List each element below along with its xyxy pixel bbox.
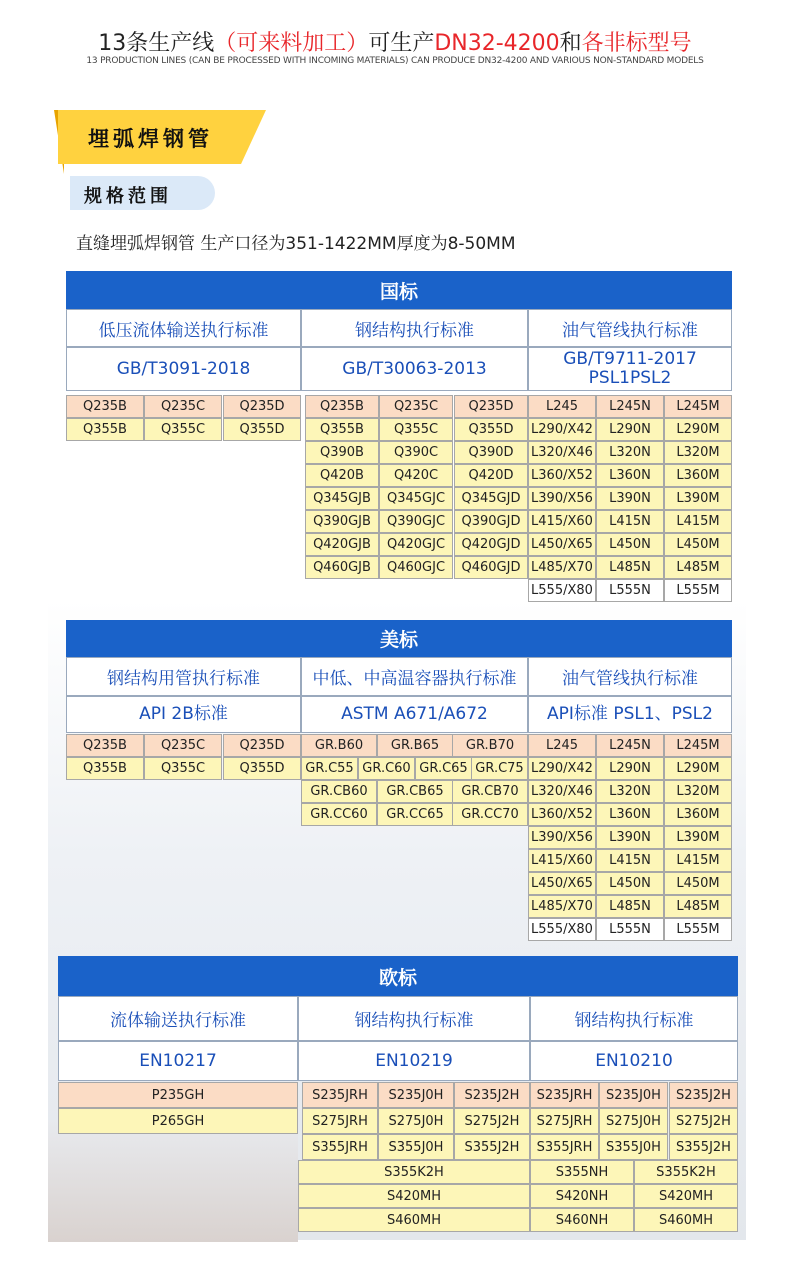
grade-cell: Q460GJB: [305, 556, 379, 579]
table-title-gb: 国标: [66, 271, 732, 309]
grade-cell: Q355D: [223, 757, 301, 780]
grade-cell: GR.CB60: [301, 780, 377, 803]
grade-cell: L450N: [596, 872, 664, 895]
grade-cell: Q420C: [379, 464, 453, 487]
grade-cell: L450N: [596, 533, 664, 556]
grade-cell: S275JRH: [302, 1108, 378, 1134]
grade-cell: GR.CB70: [452, 780, 528, 803]
grade-cell: L360N: [596, 803, 664, 826]
standard-name: GB/T30063-2013: [301, 347, 528, 391]
standard-name: EN10219: [298, 1041, 530, 1081]
grade-cell: L360/X52: [528, 464, 596, 487]
standard-name: EN10217: [58, 1041, 298, 1081]
grade-cell: Q420GJB: [305, 533, 379, 556]
column-header: 中低、中高温容器执行标准: [301, 657, 528, 696]
column-header: 低压流体输送执行标准: [66, 309, 301, 347]
grade-cell: Q235C: [144, 395, 222, 418]
grade-cell: L360/X52: [528, 803, 596, 826]
grade-cell: S355JRH: [530, 1134, 599, 1160]
column-header: 流体输送执行标准: [58, 996, 298, 1041]
grade-cell: L485/X70: [528, 556, 596, 579]
grade-cell: L450/X65: [528, 872, 596, 895]
grade-cell: GR.CC70: [452, 803, 528, 826]
grade-cell: S460NH: [530, 1208, 634, 1232]
grade-cell: Q235C: [144, 734, 222, 757]
standard-line: GB/T9711-2017: [563, 349, 697, 369]
grade-cell: P235GH: [58, 1082, 298, 1108]
grade-cell: Q390GJD: [454, 510, 528, 533]
grade-cell: L245: [528, 734, 596, 757]
grade-cell: L390/X56: [528, 487, 596, 510]
grade-cell: L415/X60: [528, 849, 596, 872]
grade-cell: Q345GJB: [305, 487, 379, 510]
grade-cell: S235J2H: [669, 1082, 738, 1108]
standard-line: PSL1PSL2: [588, 368, 672, 388]
grade-cell: S355J2H: [669, 1134, 738, 1160]
grade-cell: L360M: [664, 464, 732, 487]
grade-cell: L390N: [596, 487, 664, 510]
grade-cell: S235JRH: [530, 1082, 599, 1108]
grade-cell: L290/X42: [528, 418, 596, 441]
grade-cell: L555/X80: [528, 579, 596, 602]
grade-cell: L290M: [664, 757, 732, 780]
column-header: 钢结构用管执行标准: [66, 657, 301, 696]
grade-cell: L245: [528, 395, 596, 418]
grade-cell: Q390GJC: [379, 510, 453, 533]
grade-cell: GR.B70: [452, 734, 528, 757]
grade-cell: L450M: [664, 872, 732, 895]
grade-cell: Q355B: [66, 418, 144, 441]
grade-cell: Q235D: [454, 395, 528, 418]
grade-cell: L415N: [596, 510, 664, 533]
title-part-highlight: DN32-4200: [434, 31, 560, 56]
grade-cell: L485N: [596, 895, 664, 918]
grade-cell: S355K2H: [634, 1160, 738, 1184]
standard-name: GB/T3091-2018: [66, 347, 301, 391]
grade-cell: L555M: [664, 579, 732, 602]
grade-cell: GR.C55: [301, 757, 358, 780]
grade-cell: GR.CC60: [301, 803, 377, 826]
standard-name: API标准 PSL1、PSL2: [528, 696, 732, 733]
grade-cell: S275J2H: [669, 1108, 738, 1134]
grade-cell: Q355B: [66, 757, 144, 780]
title-part: 可生产: [368, 31, 435, 56]
grade-cell: S235J0H: [599, 1082, 668, 1108]
grade-cell: GR.CC65: [377, 803, 453, 826]
grade-cell: S275J2H: [454, 1108, 530, 1134]
grade-cell: Q235B: [66, 395, 144, 418]
grade-cell: L485M: [664, 556, 732, 579]
grade-cell: L245M: [664, 395, 732, 418]
grade-cell: L390M: [664, 826, 732, 849]
column-header: 钢结构执行标准: [301, 309, 528, 347]
grade-cell: S355NH: [530, 1160, 634, 1184]
grade-cell: GR.B65: [377, 734, 453, 757]
grade-cell: S355JRH: [302, 1134, 378, 1160]
standard-name: [528, 347, 732, 391]
table-title-us: 美标: [66, 620, 732, 657]
grade-cell: S460MH: [634, 1208, 738, 1232]
spec-range-label: [70, 176, 215, 210]
grade-cell: Q345GJD: [454, 487, 528, 510]
title-part-highlight: 各非标型号: [581, 31, 692, 56]
grade-cell: L485N: [596, 556, 664, 579]
grade-cell: Q355C: [379, 418, 453, 441]
grade-cell: L555N: [596, 579, 664, 602]
grade-cell: Q420B: [305, 464, 379, 487]
grade-cell: S235J2H: [454, 1082, 530, 1108]
grade-cell: L415/X60: [528, 510, 596, 533]
column-header: 钢结构执行标准: [530, 996, 738, 1041]
grade-cell: Q390B: [305, 441, 379, 464]
grade-cell: Q355B: [305, 418, 379, 441]
grade-cell: L245M: [664, 734, 732, 757]
grade-cell: Q390GJB: [305, 510, 379, 533]
page-title: [0, 26, 790, 57]
grade-cell: S235J0H: [378, 1082, 454, 1108]
grade-cell: L320M: [664, 780, 732, 803]
grade-cell: S355J0H: [378, 1134, 454, 1160]
grade-cell: Q355C: [144, 418, 222, 441]
grade-cell: Q235D: [223, 395, 301, 418]
grade-cell: GR.C65: [415, 757, 472, 780]
title-part: 和: [559, 31, 582, 56]
grade-cell: S460MH: [298, 1208, 530, 1232]
standard-name: EN10210: [530, 1041, 738, 1081]
grade-cell: L245N: [596, 395, 664, 418]
grade-cell: Q420GJD: [454, 533, 528, 556]
banner-text: 埋弧焊钢管: [88, 127, 213, 151]
grade-cell: P265GH: [58, 1108, 298, 1134]
grade-cell: GR.C60: [358, 757, 415, 780]
grade-cell: L450M: [664, 533, 732, 556]
grade-cell: GR.C75: [471, 757, 528, 780]
grade-cell: S355K2H: [298, 1160, 530, 1184]
grade-cell: S420NH: [530, 1184, 634, 1208]
grade-cell: Q420D: [454, 464, 528, 487]
title-part-highlight: （可来料加工）: [214, 31, 369, 56]
grade-cell: S355J2H: [454, 1134, 530, 1160]
title-part: 13条生产线: [98, 31, 215, 56]
grade-cell: L485/X70: [528, 895, 596, 918]
grade-cell: S355J0H: [599, 1134, 668, 1160]
section-description: 直缝埋弧焊钢管 生产口径为351-1422MM厚度为8-50MM: [76, 234, 516, 254]
grade-cell: L290N: [596, 757, 664, 780]
grade-cell: L390M: [664, 487, 732, 510]
grade-cell: Q355D: [223, 418, 301, 441]
grade-cell: L485M: [664, 895, 732, 918]
grade-cell: Q420GJC: [379, 533, 453, 556]
grade-cell: L320M: [664, 441, 732, 464]
grade-cell: L245N: [596, 734, 664, 757]
column-header: 油气管线执行标准: [528, 657, 732, 696]
grade-cell: L290N: [596, 418, 664, 441]
grade-cell: L320/X46: [528, 441, 596, 464]
grade-cell: Q345GJC: [379, 487, 453, 510]
table-title-eu: 欧标: [58, 956, 738, 996]
grade-cell: L320N: [596, 780, 664, 803]
grade-cell: S275JRH: [530, 1108, 599, 1134]
grade-cell: L555/X80: [528, 918, 596, 941]
grade-cell: L415N: [596, 849, 664, 872]
grade-cell: Q390C: [379, 441, 453, 464]
grade-cell: L390/X56: [528, 826, 596, 849]
grade-cell: Q235C: [379, 395, 453, 418]
grade-cell: Q355C: [144, 757, 222, 780]
grade-cell: S420MH: [634, 1184, 738, 1208]
grade-cell: S275J0H: [378, 1108, 454, 1134]
grade-cell: Q355D: [454, 418, 528, 441]
grade-cell: L360M: [664, 803, 732, 826]
grade-cell: L415M: [664, 849, 732, 872]
grade-cell: Q235D: [223, 734, 301, 757]
grade-cell: Q235B: [305, 395, 379, 418]
grade-cell: L290M: [664, 418, 732, 441]
grade-cell: L390N: [596, 826, 664, 849]
grade-cell: Q460GJC: [379, 556, 453, 579]
grade-cell: L450/X65: [528, 533, 596, 556]
grade-cell: Q235B: [66, 734, 144, 757]
grade-cell: Q460GJD: [454, 556, 528, 579]
section-banner: [58, 110, 266, 164]
grade-cell: S235JRH: [302, 1082, 378, 1108]
grade-cell: GR.CB65: [377, 780, 453, 803]
standard-name: API 2B标准: [66, 696, 301, 733]
background-photo-fade: [48, 1120, 298, 1242]
grade-cell: L555M: [664, 918, 732, 941]
grade-cell: S275J0H: [599, 1108, 668, 1134]
grade-cell: L320N: [596, 441, 664, 464]
grade-cell: L415M: [664, 510, 732, 533]
page-subtitle: 13 PRODUCTION LINES (CAN BE PROCESSED WITH INCOMING MATERIALS) CAN PRODUCE DN32-4200 AND VARIOUS NON-STANDARD MODELS: [86, 56, 704, 66]
grade-cell: L290/X42: [528, 757, 596, 780]
column-header: 钢结构执行标准: [298, 996, 530, 1041]
grade-cell: S420MH: [298, 1184, 530, 1208]
grade-cell: L320/X46: [528, 780, 596, 803]
standard-name: ASTM A671/A672: [301, 696, 528, 733]
column-header: 油气管线执行标准: [528, 309, 732, 347]
grade-cell: Q390D: [454, 441, 528, 464]
grade-cell: GR.B60: [301, 734, 377, 757]
grade-cell: L555N: [596, 918, 664, 941]
grade-cell: L360N: [596, 464, 664, 487]
spec-range-text: 规格范围: [84, 186, 172, 207]
